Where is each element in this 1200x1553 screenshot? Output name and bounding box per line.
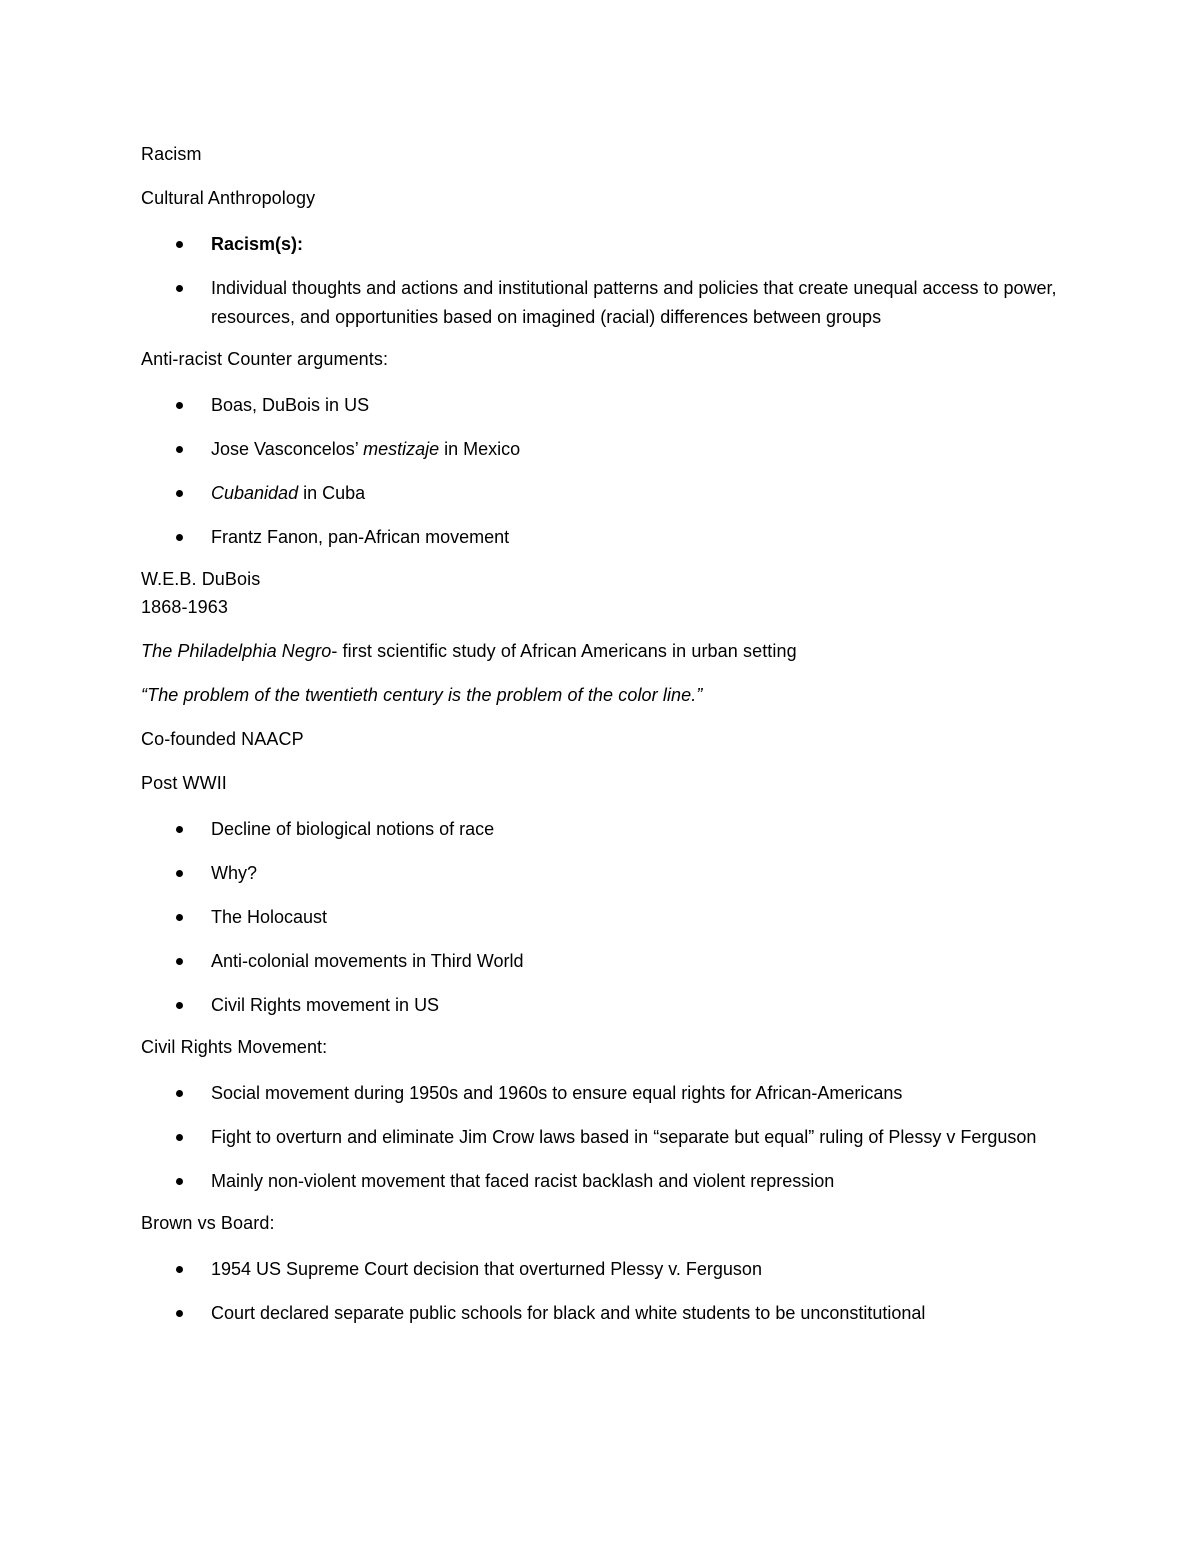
bullet-icon [176,241,183,248]
book-description: - first scientific study of African Americans in urban setting [331,641,797,661]
quote: “The problem of the twentieth century is the problem of the color line.” [141,685,703,705]
list-item [141,391,1081,420]
course-name: Cultural Anthropology [141,188,316,208]
definition-text: Individual thoughts and actions and institutional patterns and policies that create unequal access to power, resources, and opportunities based on imagined (racial) differences between groups [211,278,1057,327]
item-text: Fight to overturn and eliminate Jim Crow laws based in “separate but equal” ruling of Plessy v Ferguson [211,1127,1037,1147]
bullet-icon [176,914,183,921]
item-text: Jose Vasconcelos’ [211,439,364,459]
section-heading: Civil Rights Movement: [141,1037,328,1057]
item-text: Why? [211,863,258,883]
list-item [141,991,1081,1020]
bullet-icon [176,1266,183,1273]
post-wwii-list [141,815,1081,1020]
item-text: Mainly non-violent movement that faced racist backlash and violent repression [211,1171,835,1191]
list-item [141,1255,1081,1284]
item-text: Court declared separate public schools for black and white students to be unconstitutional [211,1303,926,1323]
bullet-icon [176,958,183,965]
list-item [141,1123,1081,1152]
counter-arguments-list [141,391,1081,552]
bullet-icon [176,402,183,409]
section-heading: Anti-racist Counter arguments: [141,349,389,369]
bullet-icon [176,870,183,877]
item-text: Civil Rights movement in US [211,995,440,1015]
civil-rights-list [141,1079,1081,1196]
book-title: The Philadelphia Negro [141,641,332,661]
list-item [141,815,1081,844]
list-item [141,1299,1081,1328]
list-item [141,859,1081,888]
list-item [141,1079,1081,1108]
bullet-icon [176,1178,183,1185]
bullet-icon [176,1002,183,1009]
person-years: 1868-1963 [141,597,228,617]
brown-vs-board-list [141,1255,1081,1328]
list-item [141,230,1081,259]
definition-term: Racism(s): [211,234,304,254]
item-text: Boas, DuBois in US [211,395,370,415]
section-heading: Brown vs Board: [141,1213,275,1233]
list-item [141,947,1081,976]
person-name: W.E.B. DuBois [141,569,261,589]
list-item [141,479,1081,508]
bullet-icon [176,285,183,292]
list-item [141,274,1081,332]
list-item [141,435,1081,464]
section-heading: Post WWII [141,773,227,793]
bullet-icon [176,1310,183,1317]
item-text: Decline of biological notions of race [211,819,495,839]
item-text: Anti-colonial movements in Third World [211,951,524,971]
item-text: 1954 US Supreme Court decision that overturned Plessy v. Ferguson [211,1259,762,1279]
naacp-note: Co-founded NAACP [141,729,304,749]
document-body [141,142,1081,1343]
item-text: Social movement during 1950s and 1960s to ensure equal rights for African-Americans [211,1083,903,1103]
list-item [141,903,1081,932]
bullet-icon [176,490,183,497]
book-line [141,639,1081,664]
bullet-icon [176,1134,183,1141]
list-item [141,1167,1081,1196]
bullet-icon [176,826,183,833]
item-text: in Mexico [439,439,521,459]
definition-list [141,230,1081,332]
document-title: Racism [141,144,202,164]
item-text: Frantz Fanon, pan-African movement [211,527,510,547]
item-text: in Cuba [298,483,366,503]
bullet-icon [176,1090,183,1097]
item-emphasis: mestizaje [363,439,440,459]
item-emphasis: Cubanidad [211,483,299,503]
bullet-icon [176,534,183,541]
item-text: The Holocaust [211,907,328,927]
list-item [141,523,1081,552]
bullet-icon [176,446,183,453]
